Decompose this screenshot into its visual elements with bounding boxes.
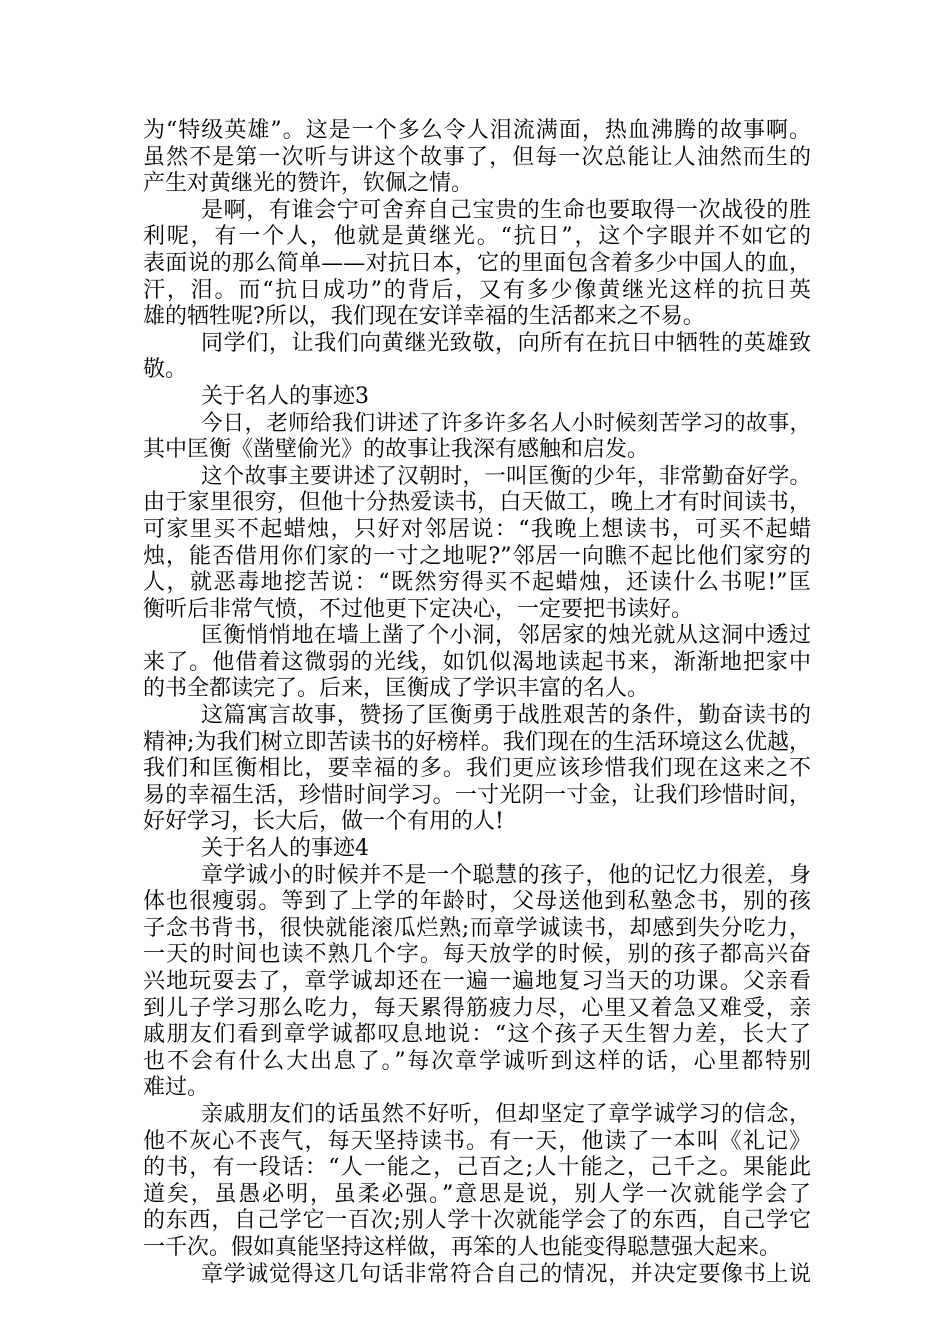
text-line: 易的幸福生活，珍惜时间学习。一寸光阴一寸金，让我们珍惜时间， — [143, 782, 811, 808]
text-line: 由于家里很穷，但他十分热爱读书，白天做工，晚上才有时间读书， — [143, 490, 811, 516]
text-line: 的书全都读完了。后来，匡衡成了学识丰富的名人。 — [143, 676, 650, 702]
text-line: 章学诚觉得这几句话非常符合自己的情况，并决定要像书上说 — [201, 1261, 811, 1287]
text-line: 可家里买不起蜡烛，只好对邻居说：“我晚上想读书，可买不起蜡 — [143, 516, 811, 542]
text-line: 虽然不是第一次听与讲这个故事了，但每一次总能让人油然而生的 — [143, 144, 811, 170]
text-line: 这个故事主要讲述了汉朝时，一叫匡衡的少年，非常勤奋好学。 — [201, 463, 811, 489]
text-line: 的书，有一段话：“人一能之，己百之;人十能之，己千之。果能此 — [143, 1155, 811, 1181]
text-line: 来了。他借着这微弱的光线，如饥似渴地读起书来，渐渐地把家中 — [143, 649, 811, 675]
text-line: 同学们，让我们向黄继光致敬，向所有在抗日中牺牲的英雄致 — [201, 330, 811, 356]
text-line: 兴地玩耍去了，章学诚却还在一遍一遍地复习当天的功课。父亲看 — [143, 969, 811, 994]
text-line: 关于名人的事迹3 — [201, 383, 369, 409]
text-line: 产生对黄继光的赞许，钦佩之情。 — [143, 171, 474, 197]
text-line: 是啊，有谁会宁可舍弃自己宝贵的生命也要取得一次战役的胜 — [201, 197, 811, 223]
text-line: 难过。 — [143, 1075, 210, 1101]
text-line: 也不会有什么大出息了。”每次章学诚听到这样的话，心里都特别 — [143, 1048, 811, 1074]
text-line: 今日，老师给我们讲述了许多许多名人小时候刻苦学习的故事， — [201, 410, 811, 436]
text-line: 其中匡衡《凿壁偷光》的故事让我深有感触和启发。 — [143, 437, 650, 463]
text-line: 他不灰心不丧气，每天坚持读书。有一天，他读了一本叫《礼记》 — [143, 1128, 811, 1154]
text-line: 章学诚小的时候并不是一个聪慧的孩子，他的记忆力很差，身 — [201, 862, 811, 888]
text-line: 戚朋友们看到章学诚都叹息地说：“这个孩子天生智力差，长大了 — [143, 1022, 811, 1048]
text-line: 这篇寓言故事，赞扬了匡衡勇于战胜艰苦的条件，勤奋读书的 — [201, 703, 811, 729]
text-line: 道矣，虽愚必明，虽柔必强。”意思是说，别人学一次就能学会了 — [143, 1181, 811, 1207]
text-line: 好好学习，长大后，做一个有用的人! — [143, 809, 504, 835]
text-line: 体也很瘦弱。等到了上学的年龄时，父母送他到私塾念书，别的孩 — [143, 889, 811, 915]
text-line: 一天的时间也读不熟几个字。每天放学的时候，别的孩子都高兴奋 — [143, 942, 811, 968]
text-line: 人，就恶毒地挖苦说：“既然穷得买不起蜡烛，还读什么书呢!”匡 — [143, 570, 811, 596]
text-line: 雄的牺牲呢?所以，我们现在安详幸福的生活都来之不易。 — [143, 304, 705, 330]
text-line: 我们和匡衡相比，要幸福的多。我们更应该珍惜我们现在这来之不 — [143, 756, 811, 782]
text-line: 烛，能否借用你们家的一寸之地呢?”邻居一向瞧不起比他们家穷的 — [143, 543, 811, 569]
text-line: 匡衡悄悄地在墙上凿了个小洞，邻居家的烛光就从这洞中透过 — [201, 623, 811, 649]
text-line: 衡听后非常气愤，不过他更下定决心，一定要把书读好。 — [143, 596, 694, 622]
text-line: 子念书背书，很快就能滚瓜烂熟;而章学诚读书，却感到失分吃力， — [143, 915, 811, 941]
text-line: 一千次。假如真能坚持这样做，再笨的人也能变得聪慧强大起来。 — [143, 1234, 782, 1260]
text-line: 表面说的那么简单——对抗日本，它的里面包含着多少中国人的血， — [143, 250, 811, 276]
text-line: 亲戚朋友们的话虽然不好听，但却坚定了章学诚学习的信念， — [201, 1101, 811, 1127]
text-line: 精神;为我们树立即苦读书的好榜样。我们现在的生活环境这么优越， — [143, 729, 811, 755]
text-line: 汗，泪。而“抗日成功”的背后，又有多少像黄继光这样的抗日英 — [143, 277, 811, 303]
document-body — [143, 118, 811, 1288]
text-line: 的东西，自己学它一百次;别人学十次就能学会了的东西，自己学它 — [143, 1208, 811, 1234]
text-line: 关于名人的事迹4 — [201, 836, 369, 862]
text-line: 为“特级英雄”。这是一个多么令人泪流满面，热血沸腾的故事啊。 — [143, 118, 811, 143]
text-line: 到儿子学习那么吃力，每天累得筋疲力尽，心里又着急又难受，亲 — [143, 995, 811, 1021]
text-line: 敬。 — [143, 357, 188, 383]
text-line: 利呢，有一个人，他就是黄继光。“抗日”，这个字眼并不如它的 — [143, 224, 811, 250]
